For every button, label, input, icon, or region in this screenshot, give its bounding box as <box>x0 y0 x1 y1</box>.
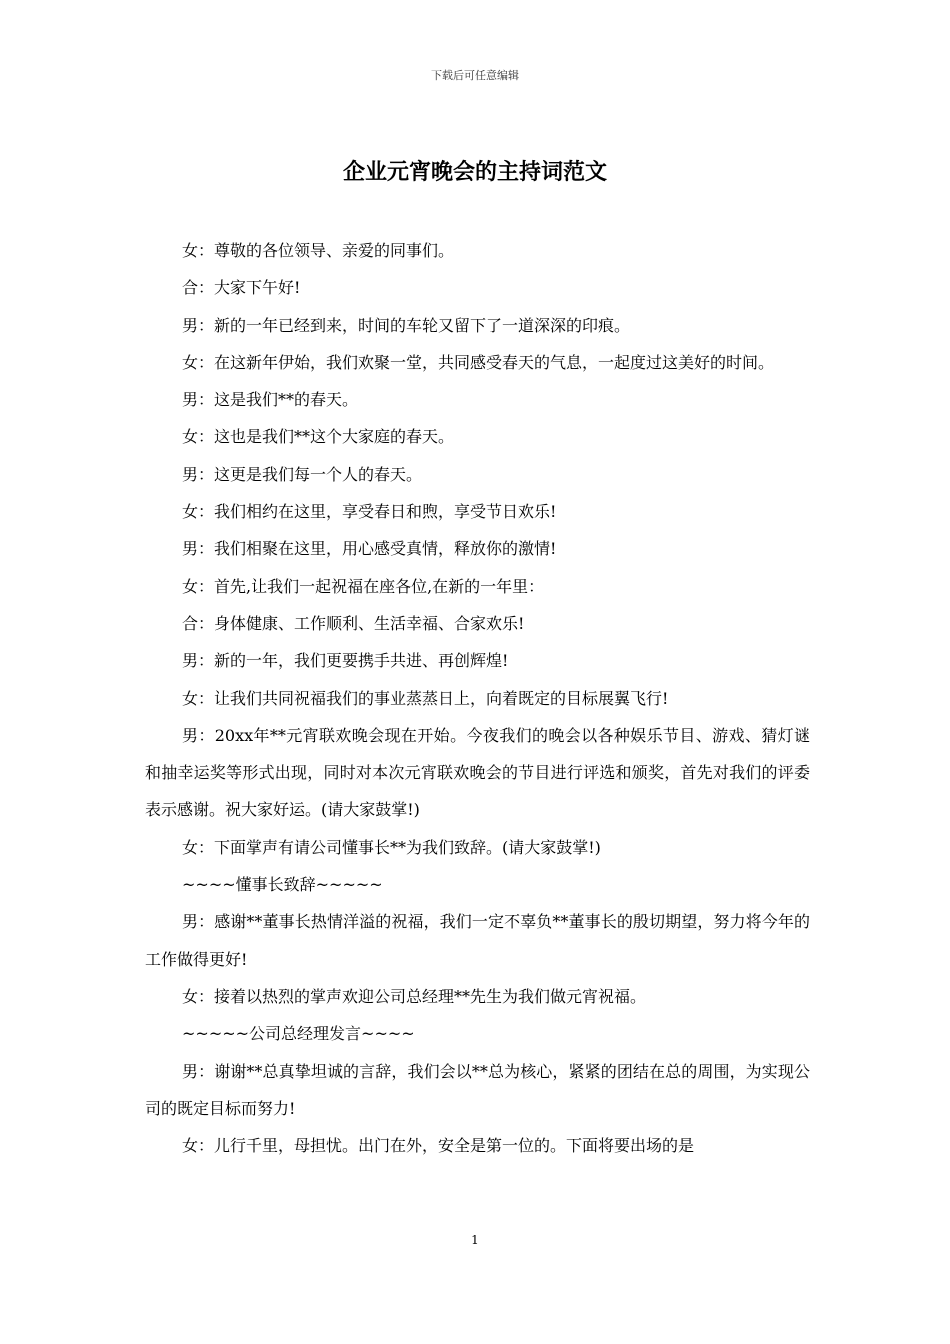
paragraph: 女：儿行千里，母担忧。出门在外，安全是第一位的。下面将要出场的是 <box>182 1136 695 1156</box>
paragraph: 男：这是我们**的春天。 <box>182 390 359 410</box>
paragraph: 男：新的一年，我们更要携手共进、再创辉煌! <box>182 651 509 671</box>
paragraph: ~~~~~公司总经理发言~~~~ <box>182 1024 415 1044</box>
paragraph: 女：接着以热烈的掌声欢迎公司总经理**先生为我们做元宵祝福。 <box>182 986 647 1006</box>
paragraph: 女：尊敬的各位领导、亲爱的同事们。 <box>182 241 455 260</box>
paragraph: 女：下面掌声有请公司懂事长**为我们致辞。(请大家鼓掌!) <box>182 837 601 857</box>
paragraph: 男：谢谢**总真挚坦诚的言辞，我们会以**总为核心，紧紧的团结在总的周围，为实现公司的既定目标而努力! <box>145 1061 810 1118</box>
paragraph: 女：我们相约在这里，享受春日和煦，享受节日欢乐! <box>182 502 557 522</box>
paragraph: 男：新的一年已经到来，时间的车轮又留下了一道深深的印痕。 <box>182 315 631 335</box>
document-body <box>145 232 810 1164</box>
document-title: 企业元宵晚会的主持词范文 <box>342 159 607 185</box>
paragraph: 女：首先,让我们一起祝福在座各位,在新的一年里： <box>182 576 545 596</box>
page-number: 1 <box>471 1233 479 1247</box>
paragraph: 合：大家下午好! <box>182 278 301 298</box>
paragraph: 男：20xx年**元宵联欢晚会现在开始。今夜我们的晚会以各种娱乐节目、游戏、猜灯谜和抽幸运奖等形式出现，同时对本次元宵联欢晚会的节目进行评选和颁奖，首先对我们的评委表示感谢。祝大家好运。(请大家鼓掌!) <box>145 725 810 820</box>
paragraph: 女：让我们共同祝福我们的事业蒸蒸日上，向着既定的目标展翼飞行! <box>182 688 669 708</box>
paragraph: 男：这更是我们每一个人的春天。 <box>182 464 423 484</box>
paragraph: 男：感谢**董事长热情洋溢的祝福，我们一定不辜负**董事长的殷切期望，努力将今年的工作做得更好! <box>145 912 810 969</box>
paragraph: 合：身体健康、工作顺利、生活幸福、合家欢乐! <box>182 613 525 633</box>
header-note: 下载后可任意编辑 <box>431 69 519 82</box>
paragraph: 男：我们相聚在这里，用心感受真情，释放你的激情! <box>182 539 557 559</box>
paragraph: 女：这也是我们**这个大家庭的春天。 <box>182 427 455 447</box>
paragraph: 女：在这新年伊始，我们欢聚一堂，共同感受春天的气息，一起度过这美好的时间。 <box>182 352 775 372</box>
paragraph: ~~~~懂事长致辞~~~~~ <box>182 875 383 895</box>
